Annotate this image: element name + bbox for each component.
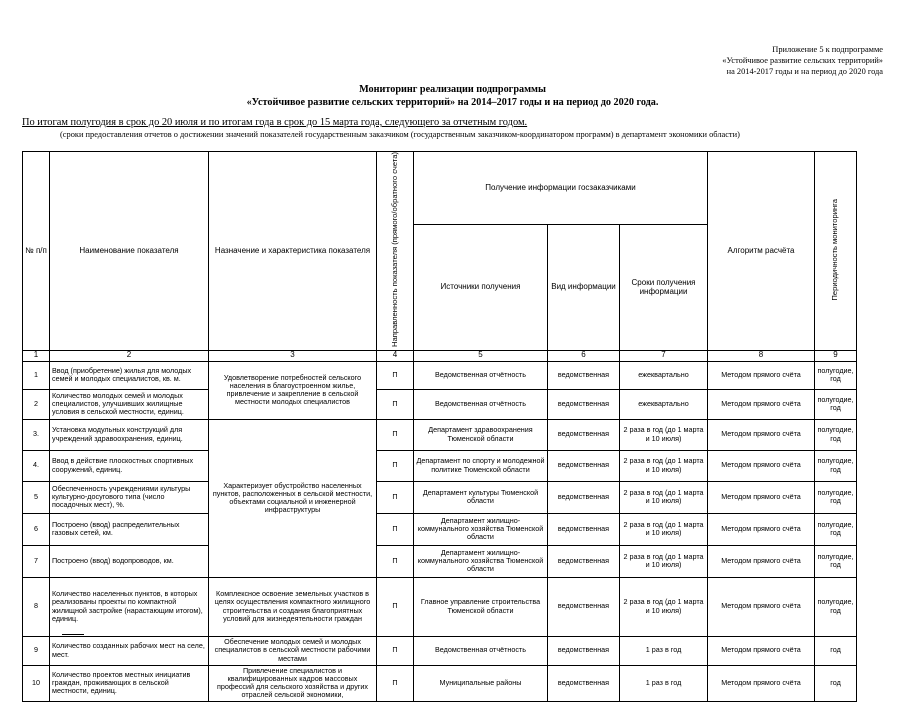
indicator-name: Обеспеченность учреждениями культуры культурно-досугового типа (число посадочных мест), %. xyxy=(50,481,209,513)
row-number: 7 xyxy=(23,545,50,577)
source-cell: Департамент по спорту и молодежной политике Тюменской области xyxy=(414,450,548,481)
header-name: Наименование показателя xyxy=(50,152,209,351)
source-cell: Ведомственная отчётность xyxy=(414,389,548,419)
row-number: 2 xyxy=(23,389,50,419)
source-cell: Департамент жилищно-коммунального хозяйства Тюменской области xyxy=(414,513,548,545)
algorithm-cell: Методом прямого счёта xyxy=(708,361,815,389)
row-number: 6 xyxy=(23,513,50,545)
algorithm-cell: Методом прямого счёта xyxy=(708,545,815,577)
table-row xyxy=(23,389,857,419)
header-sources: Источники получения xyxy=(414,224,548,350)
indicator-purpose: Характеризует обустройство населенных пунктов, расположенных в сельской местности, объектами социальной и инженерной инфраструктуры xyxy=(209,419,377,577)
header-info-type: Вид информации xyxy=(548,224,620,350)
header-purpose: Назначение и характеристика показателя xyxy=(209,152,377,351)
reporting-period: По итогам полугодия в срок до 20 июля и по итогам года в срок до 15 марта года, следующего за отчетным годом. xyxy=(22,117,528,128)
info-type-cell: ведомственная xyxy=(548,545,620,577)
algorithm-cell: Методом прямого счёта xyxy=(708,389,815,419)
periodicity-cell: полугодие, год xyxy=(815,577,857,636)
indicator-name: Ввод в действие плоскостных спортивных сооружений, единиц. xyxy=(50,450,209,481)
table-row xyxy=(23,545,857,577)
title-line: Мониторинг реализации подпрограммы xyxy=(359,84,546,95)
monitoring-table xyxy=(22,151,857,702)
header-deadlines: Сроки получения информации xyxy=(620,224,708,350)
indicator-name: Количество созданных рабочих мест на селе, мест. xyxy=(50,636,209,665)
col-number: 8 xyxy=(708,350,815,361)
table-row xyxy=(23,577,857,636)
direction-cell: П xyxy=(377,450,414,481)
deadline-cell: 2 раза в год (до 1 марта и 10 июля) xyxy=(620,419,708,450)
indicator-name: Количество молодых семей и молодых специалистов, улучшивших жилищные условия в сельской местности, единиц. xyxy=(50,389,209,419)
row-number: 3. xyxy=(23,419,50,450)
appendix-line: Приложение 5 к подпрограмме xyxy=(772,45,883,54)
info-type-cell: ведомственная xyxy=(548,636,620,665)
indicator-name: Ввод (приобретение) жилья для молодых семей и молодых специалистов, кв. м. xyxy=(50,361,209,389)
deadline-cell: ежеквартально xyxy=(620,389,708,419)
indicator-name: Построено (ввод) распределительных газовых сетей, км. xyxy=(50,513,209,545)
col-number: 1 xyxy=(23,350,50,361)
info-type-cell: ведомственная xyxy=(548,419,620,450)
source-cell: Департамент культуры Тюменской области xyxy=(414,481,548,513)
direction-cell: П xyxy=(377,361,414,389)
periodicity-cell: год xyxy=(815,665,857,701)
indicator-purpose: Удовлетворение потребностей сельского населения в благоустроенном жилье, привлечение и закрепление в сельской местности молодых специалистов xyxy=(209,361,377,419)
info-type-cell: ведомственная xyxy=(548,361,620,389)
indicator-name: Количество проектов местных инициатив граждан, проживающих в сельской местности, единиц. xyxy=(50,665,209,701)
direction-cell: П xyxy=(377,389,414,419)
source-cell: Главное управление строительства Тюменской области xyxy=(414,577,548,636)
col-number: 6 xyxy=(548,350,620,361)
indicator-name: Установка модульных конструкций для учреждений здравоохранения, единиц. xyxy=(50,419,209,450)
periodicity-cell: полугодие, год xyxy=(815,361,857,389)
col-number: 9 xyxy=(815,350,857,361)
row-number: 1 xyxy=(23,361,50,389)
info-type-cell: ведомственная xyxy=(548,665,620,701)
source-cell: Ведомственная отчётность xyxy=(414,361,548,389)
deadline-cell: 1 раз в год xyxy=(620,665,708,701)
table-row xyxy=(23,361,857,389)
row-number: 5 xyxy=(23,481,50,513)
source-cell: Департамент жилищно-коммунального хозяйства Тюменской области xyxy=(414,545,548,577)
deadline-cell: 2 раза в год (до 1 марта и 10 июля) xyxy=(620,545,708,577)
direction-cell: П xyxy=(377,481,414,513)
table-row xyxy=(23,636,857,665)
header-direction xyxy=(377,152,414,351)
deadline-cell: 2 раза в год (до 1 марта и 10 июля) xyxy=(620,481,708,513)
direction-cell: П xyxy=(377,636,414,665)
info-type-cell: ведомственная xyxy=(548,450,620,481)
info-type-cell: ведомственная xyxy=(548,389,620,419)
row-number: 10 xyxy=(23,665,50,701)
algorithm-cell: Методом прямого счёта xyxy=(708,665,815,701)
algorithm-cell: Методом прямого счёта xyxy=(708,419,815,450)
deadline-cell: 2 раза в год (до 1 марта и 10 июля) xyxy=(620,513,708,545)
indicator-purpose: Комплексное освоение земельных участков в целях осуществления компактного жилищного строительства и создания благоприятных условий для жизнедеятельности граждан xyxy=(209,577,377,636)
algorithm-cell: Методом прямого счёта xyxy=(708,577,815,636)
deadline-cell: 2 раза в год (до 1 марта и 10 июля) xyxy=(620,577,708,636)
footer-rule xyxy=(62,634,84,635)
header-algorithm: Алгоритм расчёта xyxy=(708,152,815,351)
indicator-purpose: Обеспечение молодых семей и молодых специалистов в сельской местности рабочими местами xyxy=(209,636,377,665)
direction-cell: П xyxy=(377,513,414,545)
title-line: «Устойчивое развитие сельских территорий» на 2014–2017 годы и на период до 2020 года. xyxy=(246,96,659,108)
periodicity-cell: полугодие, год xyxy=(815,450,857,481)
source-cell: Ведомственная отчётность xyxy=(414,636,548,665)
periodicity-cell: год xyxy=(815,636,857,665)
direction-cell: П xyxy=(377,577,414,636)
source-cell: Муниципальные районы xyxy=(414,665,548,701)
periodicity-cell: полугодие, год xyxy=(815,513,857,545)
col-number: 7 xyxy=(620,350,708,361)
appendix-line: «Устойчивое развитие сельских территорий» xyxy=(722,56,883,66)
col-number: 4 xyxy=(377,350,414,361)
info-type-cell: ведомственная xyxy=(548,513,620,545)
row-number: 8 xyxy=(23,577,50,636)
algorithm-cell: Методом прямого счёта xyxy=(708,481,815,513)
direction-cell: П xyxy=(377,419,414,450)
periodicity-cell: полугодие, год xyxy=(815,419,857,450)
algorithm-cell: Методом прямого счёта xyxy=(708,636,815,665)
direction-cell: П xyxy=(377,665,414,701)
periodicity-cell: полугодие, год xyxy=(815,481,857,513)
column-numbers-row xyxy=(23,350,857,361)
info-type-cell: ведомственная xyxy=(548,577,620,636)
info-type-cell: ведомственная xyxy=(548,481,620,513)
indicator-name: Построено (ввод) водопроводов, км. xyxy=(50,545,209,577)
algorithm-cell: Методом прямого счёта xyxy=(708,450,815,481)
row-number: 4. xyxy=(23,450,50,481)
header-info-group: Получение информации госзаказчиками xyxy=(414,152,708,225)
source-cell: Департамент здравоохранения Тюменской области xyxy=(414,419,548,450)
table-row xyxy=(23,419,857,450)
table-row xyxy=(23,481,857,513)
periodicity-cell: полугодие, год xyxy=(815,389,857,419)
header-num: № п/п xyxy=(23,152,50,351)
algorithm-cell: Методом прямого счёта xyxy=(708,513,815,545)
document-title xyxy=(0,84,905,109)
appendix-note xyxy=(722,44,883,78)
table-row xyxy=(23,665,857,701)
appendix-line: на 2014-2017 годы и на период до 2020 года xyxy=(726,67,883,77)
col-number: 5 xyxy=(414,350,548,361)
indicator-name: Количество населенных пунктов, в которых реализованы проекты по компактной жилищной застройке (нарастающим итогом), единиц. xyxy=(50,577,209,636)
header-periodicity-text: Периодичность мониторинга xyxy=(830,198,840,301)
deadline-cell: 1 раз в год xyxy=(620,636,708,665)
periodicity-cell: полугодие, год xyxy=(815,545,857,577)
col-number: 3 xyxy=(209,350,377,361)
row-number: 9 xyxy=(23,636,50,665)
deadline-cell: ежеквартально xyxy=(620,361,708,389)
indicator-purpose: Привлечение специалистов и квалифицированных кадров массовых профессий для сельского хозяйства и других отраслей сельской экономики, xyxy=(209,665,377,701)
col-number: 2 xyxy=(50,350,209,361)
table-row xyxy=(23,513,857,545)
header-periodicity xyxy=(815,152,857,351)
header-direction-text: Направленность показателя (прямого/обратного счета) xyxy=(389,152,399,347)
deadline-cell: 2 раза в год (до 1 марта и 10 июля) xyxy=(620,450,708,481)
reporting-note: (сроки предоставления отчетов о достижении значений показателей государственным заказчиком (государственным заказчиком-координатором программ) в департамент экономики области) xyxy=(60,130,740,139)
direction-cell: П xyxy=(377,545,414,577)
table-row xyxy=(23,450,857,481)
